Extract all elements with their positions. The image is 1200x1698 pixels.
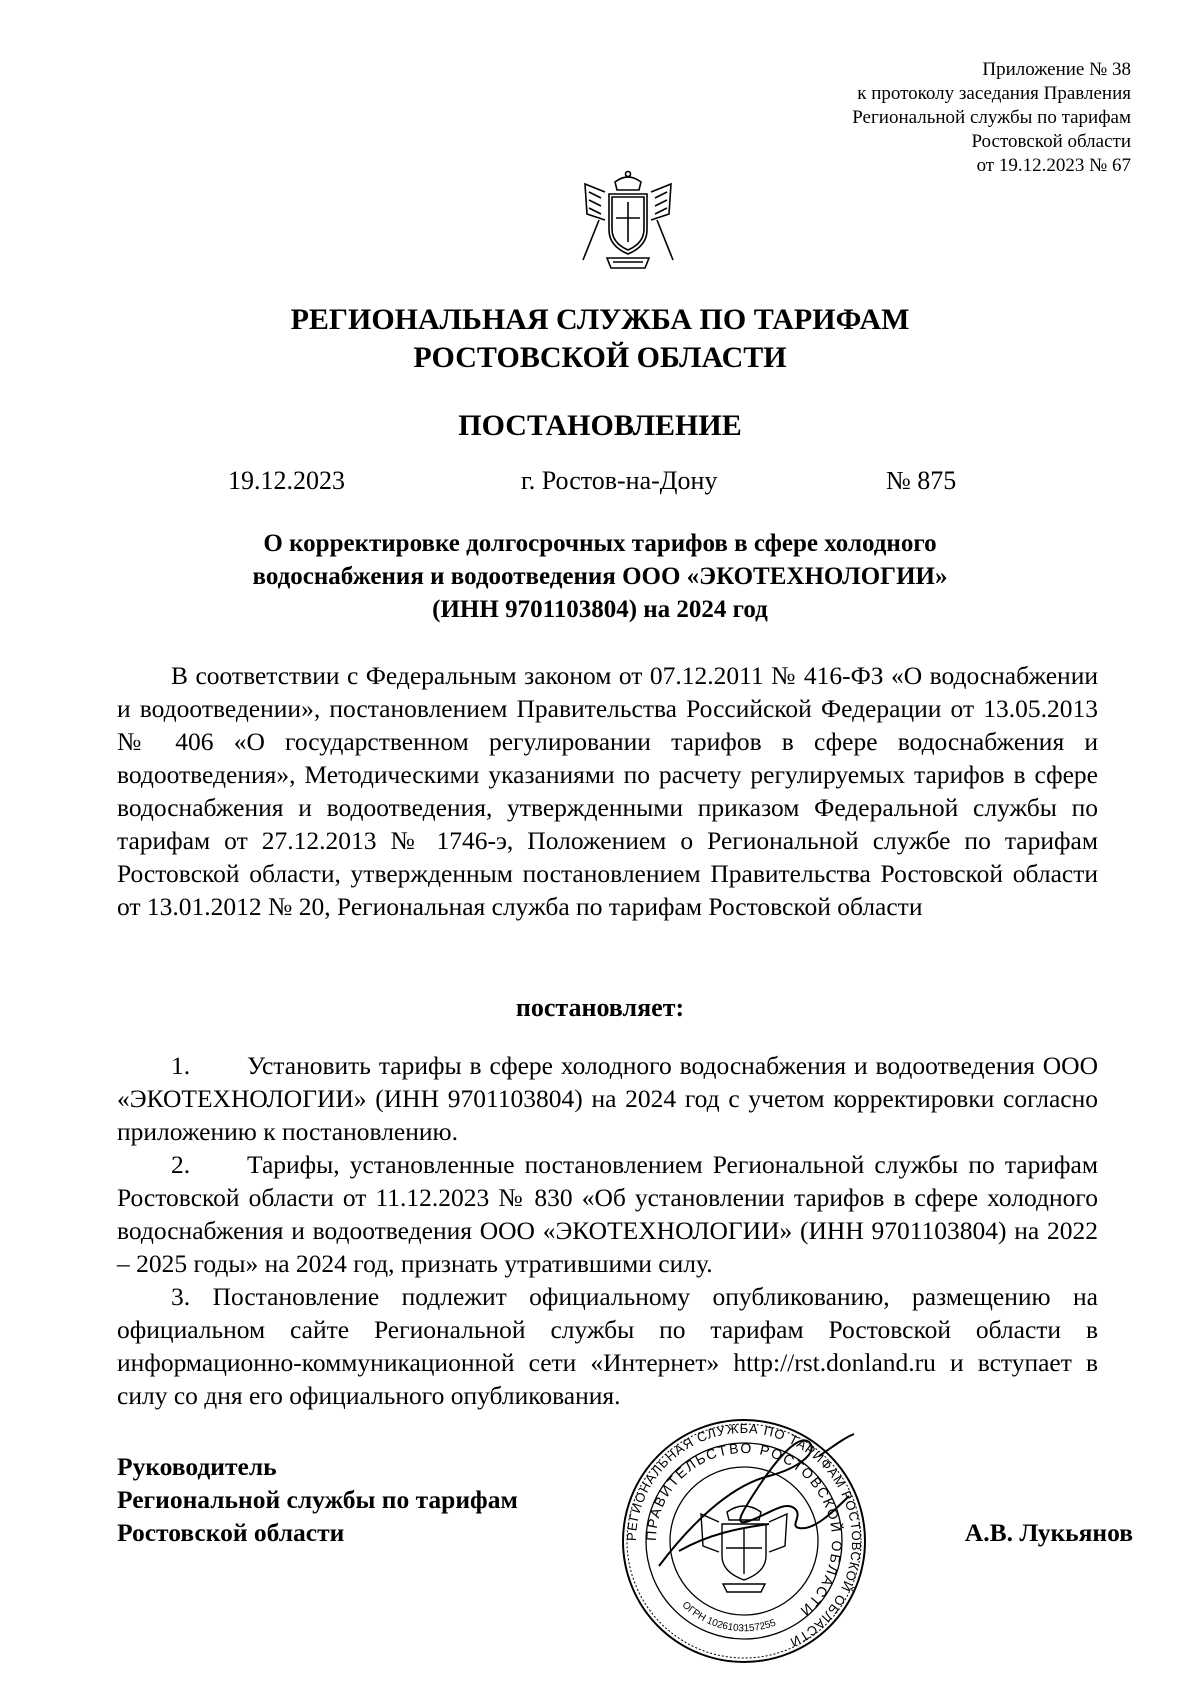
seal-ogrn-text: ОГРН 1026103157255: [679, 1599, 778, 1635]
document-subject: [100, 527, 1100, 626]
resolution-items: [117, 1049, 1098, 1412]
resolves-heading: постановляет:: [515, 993, 685, 1022]
annex-line: от 19.12.2023 № 67: [976, 155, 1131, 176]
official-seal: [619, 1416, 869, 1666]
signer-name: А.В. Лукьянов: [964, 1518, 1133, 1547]
item-number: 2.: [171, 1150, 191, 1179]
item-text: 3. Постановление подлежит официальному опубликованию, размещению на официальном сайте Региональной службы по тарифам Ростовской области в информационно-коммуникационной сети «Интернет» http://rst.donland.ru и вступает в силу со дня его официального опубликования.: [117, 1282, 1098, 1410]
signer-position-line: Региональной службы по тарифам: [117, 1485, 518, 1514]
annex-line: Ростовской области: [971, 131, 1131, 152]
preamble-paragraph: В соответствии с Федеральным законом от 07.12.2011 № 416-ФЗ «О водоснабжении и водоотведении», постановлением Правительства Российской Федерации от 13.05.2013 № 406 «О государственном регулировании тарифов в сфере водоснабжения и водоотведения», Методическими указаниями по расчету регулируемых тарифов в сфере водоснабжения и водоотведения, утвержденными приказом Федеральной службы по тарифам от 27.12.2013 № 1746-э, Положением о Региональной службе по тарифам Ростовской области, утвержденным постановлением Правительства Ростовской области от 13.01.2012 № 20, Региональная служба по тарифам Ростовской области: [117, 661, 1098, 921]
resolution-item: [117, 1148, 1098, 1280]
document-type: ПОСТАНОВЛЕНИЕ: [458, 409, 742, 442]
signer-position: [117, 1450, 518, 1549]
annex-line: Региональной службы по тарифам: [852, 107, 1131, 128]
document-date: 19.12.2023: [228, 466, 345, 495]
agency-name: [0, 301, 1200, 377]
item-text: Установить тарифы в сфере холодного водоснабжения и водоотведения ООО «ЭКОТЕХНОЛОГИИ» (ИНН 9701103804) на 2024 год с учетом корректировки согласно приложению к постановлению.: [117, 1051, 1098, 1146]
subject-line: водоснабжения и водоотведения ООО «ЭКОТЕХНОЛОГИИ»: [252, 563, 948, 590]
subject-line: (ИНН 9701103804) на 2024 год: [432, 596, 768, 623]
coat-of-arms-icon: [579, 168, 677, 276]
seal-inner-text: ПРАВИТЕЛЬСТВО РОСТОВСКОЙ ОБЛАСТИ: [642, 1439, 846, 1621]
signer-position-line: Ростовской области: [117, 1518, 345, 1547]
signer-position-line: Руководитель: [117, 1452, 277, 1481]
document-number: № 875: [886, 466, 957, 495]
annex-note: [852, 58, 1131, 178]
document-city: г. Ростов-на-Дону: [521, 466, 718, 495]
item-text: Тарифы, установленные постановлением Региональной службы по тарифам Ростовской области от 11.12.2023 № 830 «Об установлении тарифов в сфере холодного водоснабжения и водоотведения ООО «ЭКОТЕХНОЛОГИИ» (ИНН 9701103804) на 2022 – 2025 годы» на 2024 год, признать утратившими силу.: [117, 1150, 1098, 1278]
seal-emblem-icon: [701, 1506, 787, 1592]
resolution-item: [117, 1049, 1098, 1148]
agency-name-line: РЕГИОНАЛЬНАЯ СЛУЖБА ПО ТАРИФАМ: [290, 303, 910, 336]
agency-name-line: РОСТОВСКОЙ ОБЛАСТИ: [413, 341, 787, 374]
subject-line: О корректировке долгосрочных тарифов в сфере холодного: [263, 530, 937, 557]
item-number: 1.: [171, 1051, 191, 1080]
resolution-item: [117, 1280, 1098, 1412]
annex-line: к протоколу заседания Правления: [857, 83, 1131, 104]
seal-outer-text: РЕГИОНАЛЬНАЯ СЛУЖБА ПО ТАРИФАМ РОСТОВСКОЙ ОБЛАСТИ: [623, 1420, 865, 1651]
annex-line: Приложение № 38: [982, 59, 1131, 80]
